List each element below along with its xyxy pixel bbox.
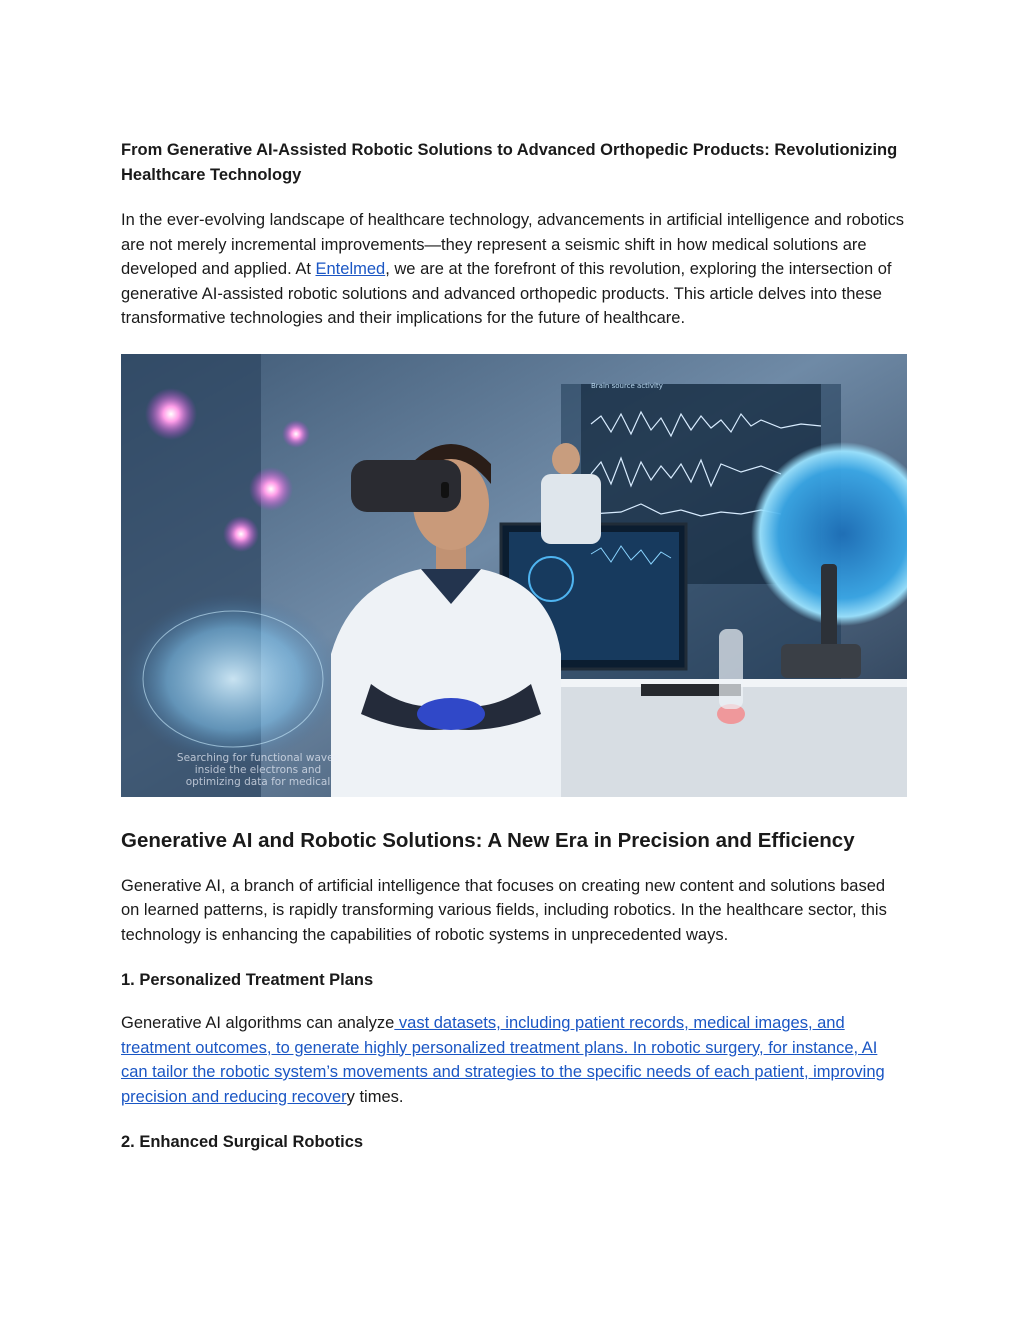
- article-title: From Generative AI-Assisted Robotic Solutions to Advanced Orthopedic Products: Revolutionizing Healthcare Technology: [121, 141, 898, 184]
- intro-text-before-link: In the ever-evolving landscape of healthcare technology, advancements in artificial intelligence and robotics are not merely incremental improvements—they represent a seismic shift in how medical solutions are developed and applied. At: [121, 211, 904, 278]
- subsection-text-after-link: y times.: [346, 1087, 404, 1106]
- datasets-link[interactable]: vast datasets, including patient records, medical images, and treatment outcomes, to generate highly personalized treatment plans. In robotic surgery, for instance, AI can tailor the robotic system’s movements and strategies to the specific needs of each patient, improving precision and reducing recover: [121, 1014, 885, 1106]
- subsection-text-before-link: Generative AI algorithms can analyze: [121, 1014, 395, 1032]
- screen-label-source: Brain source activity: [591, 381, 663, 390]
- section-body: Generative AI, a branch of artificial intelligence that focuses on creating new content and solutions based on learned patterns, is rapidly transforming various fields, including robotics. In the healthcare sector, this technology is enhancing the capabilities of robotic systems in unprecedented ways.: [121, 876, 887, 944]
- hero-image: [121, 354, 907, 797]
- hero-image-caption: Searching for functional waves inside the electrons and optimizing data for medical: [176, 751, 340, 788]
- entelmed-link[interactable]: Entelmed: [315, 260, 386, 278]
- subsection-body-1: [121, 1011, 907, 1109]
- subsection-heading-1: 1. Personalized Treatment Plans: [121, 971, 374, 989]
- intro-paragraph: [121, 208, 907, 331]
- section-heading: Generative AI and Robotic Solutions: A New Era in Precision and Efficiency: [121, 828, 855, 852]
- document-page: [121, 138, 907, 1173]
- intro-text-after-link: , we are at the forefront of this revolution, exploring the intersection of generative AI-assisted robotic solutions and advanced orthopedic products. This article delves into these transformative technologies and their implications for the future of healthcare.: [121, 260, 892, 327]
- subsection-heading-2: 2. Enhanced Surgical Robotics: [121, 1133, 364, 1151]
